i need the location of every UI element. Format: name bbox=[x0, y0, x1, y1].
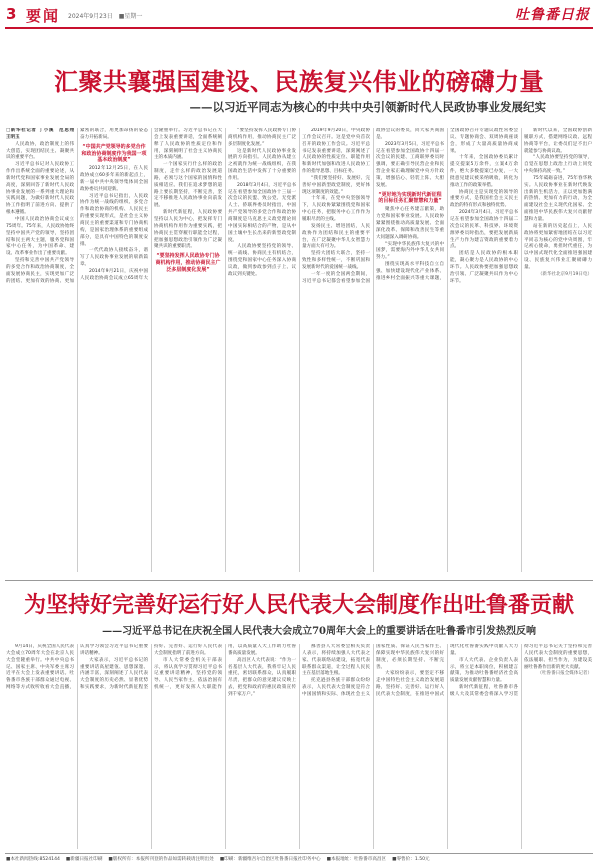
article1-paragraph: “人民政协要坚持党的领导，自觉在思想上政治上行动上同党中央保持高度一致。” bbox=[524, 155, 592, 175]
article1-body bbox=[6, 128, 592, 572]
article1-subhead: “中国共产党领导的多党合作和政治协商制度作为我国一项基本政治制度” bbox=[81, 143, 147, 164]
article1-paragraph: 习近平总书记对人民政协工作作出系统全面的重要论述，从新时代党和国家事业发展全局的高度，深刻回答了新时代人民政协事业发展的一系列重大理论和实践问题，为做好新时代人民政协工作指明了前进方向、提供了根本遵循。 bbox=[6, 162, 74, 216]
article1-paragraph: 人民政协，政治制度上的伟大创造，实现团结民主、凝聚共识的重要平台。 bbox=[6, 141, 74, 161]
article1-paragraph: 发扬民主、增进团结，人民政协作为团结和民主的重要平台，在广泛凝聚中华儿女智慧力量方面大有可为。 bbox=[302, 223, 370, 250]
footer-item: ■零售价：1.50元 bbox=[392, 857, 430, 862]
footer-item: ■本社新闻热线:8524144 bbox=[6, 857, 60, 862]
article1-paragraph: 站在新的历史起点上，人民政协将更加紧密地团结在以习近平同志为核心的党中央周围，牢记初心使命，勇担时代重任，为以中国式现代化全面推进强国建设、民族复兴伟业汇聚磅礴力量。 bbox=[524, 223, 592, 270]
article1-paragraph: 2012年12月25日，在人民政协成立60多年来的新起点上，新一届中共中央领导集体同全国政协委员共同迎新。 bbox=[80, 166, 148, 192]
article1-paragraph: 2018年3月4日，习近平总书记在看望参加全国政协十三届一次会议的民盟、致公党、无党派人士、侨联界委员时指出，中国共产党领导的多党合作和政治协商制度是马克思主义政党理论同中国实际相结合的产物，是从中国土壤中生长出来的新型政党制度。 bbox=[228, 182, 296, 243]
paper-logo: 吐鲁番日报 bbox=[515, 7, 590, 23]
article2-paragraph: 大家表示，习近平总书记的重要讲话高屋建瓴、思想深邃、内涵丰富，深刻阐述了人民代表大会制度的历史必然、显著优势和实践要求，为新时代新征程坚持好、完善好、运行好人民代表大会制度指明了前进方向。 bbox=[80, 644, 222, 691]
article1-paragraph: 2023年3月5日，习近平总书记在看望参加全国政协十四届一次会议的民建、工商联界委员时强调，要正确引导民营企业和民营企业家正确理解党中央方针政策，增强信心、轻装上阵、大胆发展。 bbox=[376, 141, 444, 188]
article1-subtitle: ——以习近平同志为核心的中共中央引领新时代人民政协事业发展纪实 bbox=[189, 100, 546, 114]
article-divider bbox=[5, 580, 593, 581]
article1-byline: □新华社记者 丁小溪 范思翔 王明玉 bbox=[6, 128, 79, 140]
article1-subhead: “更好地为实现新时代新征程的目标任务汇聚智慧和力量” bbox=[378, 191, 442, 205]
article1-paragraph: 习近平总书记指出，人民政协作为统一战线的组织、多党合作和政治协商的机构、人民民主的重要实现形式，是社会主义协商民主的重要渠道和专门协商机构，是国家治理体系的重要组成部分，是具有中国特色的制度安排。 bbox=[80, 193, 148, 247]
article1-paragraph: 2024年3月4日，习近平总书记在看望参加全国政协十四届二次会议的民革、科技界、环境资源界委员时指出，要把发展新质生产力作为建言资政的重要着力点。 bbox=[450, 210, 518, 250]
page-number: 3 bbox=[6, 5, 17, 23]
article1-paragraph: 团结是人民政协的根本职能，凝心聚力是人民政协的中心环节。人民政协要把加强思想政治引领、广泛凝聚共识作为中心环节。 bbox=[450, 251, 518, 284]
article2-paragraph: 新时代新征程，吐鲁番市各级人大及其常委会将深入学习贯彻习近平总书记关于坚持和完善人民代表大会制度的重要思想，依法履职、担当作为，为建设美丽吐鲁番作出新的更大贡献。 bbox=[450, 644, 592, 697]
article1-paragraph: 这是新时代人民政协事业发展的方向指引。人民政协从建立之初就作为统一战线组织，在我国政治生活中发挥了十分重要的作用。 bbox=[228, 148, 296, 181]
article1-paragraph: 十年来，全国政协委员累计提交提案5万余件，立案4万余件，绝大多数提案已办复，一大批意见建议被采纳吸收，转化为推动工作的政策举措。 bbox=[450, 155, 518, 188]
footer-item: ■本报地址：吐鲁番市高昌区 bbox=[326, 857, 387, 862]
footer-divider bbox=[5, 853, 593, 854]
article1-paragraph: 一个国家实行什么样的政治制度，走什么样的政治发展道路，必须与这个国家的国情和性质相适应。我们在追求梦想的道路上要长期坚持，不断完善，坚定不移推进人民政协事业向前发展。 bbox=[154, 162, 222, 209]
article1-paragraph: “我们要坚持好、发展好、完善好中国新型政党制度，更好体现这项制度的效能。” bbox=[302, 175, 370, 195]
article2-paragraph: 大家纷纷表示，要坚定不移走中国特色社会主义政治发展道路，坚持好、完善好、运行好人民代表大会制度，在推进中国式现代化吐鲁番实践中贡献人大力量。 bbox=[376, 644, 518, 697]
article1-paragraph: 一年一度的全国两会期间，习近平总书记都会看望参加全国政协会议的委员，同大家共商国是。 bbox=[302, 128, 444, 284]
section-name: 要闻 bbox=[26, 7, 61, 25]
article1-paragraph: 新时代以来，全国政协创新履职方式，搭建网络议政、远程协商等平台，让委员们足不出户就能参与协商议政。 bbox=[524, 128, 592, 154]
masthead bbox=[0, 0, 598, 28]
article2-paragraph: 托克逊县各族干部群众纷纷表示，人民代表大会制度是符合中国国情和实际、体现社会主义国家性质、保证人民当家作主、保障实现中华民族伟大复兴的好制度，必须长期坚持、不断完善。 bbox=[302, 644, 444, 697]
article1-paragraph: 坚持大团结大联合，坚持一致性和多样性统一，不断巩固和发展新时代的爱国统一战线。 bbox=[302, 251, 370, 270]
article1-paragraph: 围绕实现高水平科技自立自强、加快建设现代化产业体系、推进乡村全面振兴等重大课题，全国政协召开专题议政性常委会议、专题协商会、双周协商座谈会，形成了大量高质量协商成果。 bbox=[376, 128, 518, 281]
article2-subtitle: ——习近平总书记在庆祝全国人民代表大会成立70周年大会上的重要讲话在吐鲁番市引发热烈反响 bbox=[102, 626, 536, 637]
footer-item: ■印刷：新疆维吾尔自治区吐鲁番日报社印务中心 bbox=[219, 857, 321, 862]
issue-date: 2024年9月23日 ■星期一 bbox=[68, 13, 143, 20]
article1-paragraph: 人民政协要坚持党的领导、统一战线、协商民主有机结合，围绕党和国家中心任务深入协商议政，做到参政参到点子上、议政议到关键处。 bbox=[228, 244, 296, 277]
article1-paragraph: 坚持和完善中国共产党领导的多党合作和政治协商制度，全面发展协商民主，实现更加广泛的团结、更加有效的协商、更加紧密的联合，用更加昂扬的姿态奋力开拓新局。 bbox=[6, 128, 148, 284]
article1-subhead: “要坚持发挥人民政协专门协商机构作用，推动协商民主广泛多层制度化发展” bbox=[155, 253, 221, 273]
article2-paragraph: 市人大常委会机关干部表示，将认真学习贯彻习近平总书记重要讲话精神，坚持党的领导、人民当家作主、依法治国有机统一，更好发挥人大职能作用，以高质量人大工作助力吐鲁番高质量发展。 bbox=[154, 644, 296, 691]
article2-source-note: （吐鲁番日报全媒体记者） bbox=[537, 671, 592, 677]
article1-headline: 汇聚共襄强国建设、民族复兴伟业的磅礴力量 bbox=[54, 68, 544, 96]
article1-paragraph: 十年来，在党中央坚强领导下，人民政协紧紧围绕党和国家中心任务，把服务中心工作作为履职尽责的主线。 bbox=[302, 196, 370, 222]
article2-paragraph: 鄯善县人大常委会相关负责人表示，将持续加强人大代表之家、代表联络站建设，拓宽代表联系群众渠道，让全过程人民民主在基层落地生根。 bbox=[302, 644, 370, 677]
article2-paragraph: 市人大代表、企业负责人表示，将立足本职岗位，积极建言献策，为推动吐鲁番经济社会高质量发展贡献智慧和力量。 bbox=[450, 657, 518, 684]
article2-paragraph: 高昌区人大代表说：“作为一名基层人大代表，我将牢记人民重托，密切联系群众，认真履职尽责，把群众的意见建议反映上去，把党和政府的惠民政策宣传到千家万户。” bbox=[228, 657, 296, 697]
article1-paragraph: “要坚持发挥人民政协专门协商机构作用，推动协商民主广泛多层制度化发展。” bbox=[228, 128, 296, 147]
article1-paragraph: 75年砥砺奋进，75年春华秋实。人民政协事业在新时代焕发出新的生机活力，正以更加饱满的热情、更加有力的行动，为全面建设社会主义现代化国家、全面推进中华民族伟大复兴贡献智慧和力量。 bbox=[524, 175, 592, 222]
article1-paragraph: 一代代政协人接续奋斗，谱写了人民政协事业发展的崭新篇章。 bbox=[80, 248, 148, 268]
article1-paragraph: 2019年9月20日，中央政协工作会议召开。这是党中央首次召开的政协工作会议。习近平总书记发表重要讲话，深刻阐述了人民政协的性质定位、职能作用和新时代加强和改进人民政协工作的指导思想、目标任务。 bbox=[302, 128, 370, 175]
article1-paragraph: 聚焦中心任务建言献策，助力党和国家事业发展。人民政协紧紧围绕推动高质量发展、全面深化改革、保障和改善民生等重大问题深入调研协商。 bbox=[376, 207, 444, 240]
footer-item: ■版权所有：本报所刊登的作品如需转载请注明出处 bbox=[108, 857, 214, 862]
article2-headline: 为坚持好完善好运行好人民代表大会制度作出吐鲁番贡献 bbox=[23, 593, 574, 618]
article1-source-note: （新华社北京9月19日电） bbox=[537, 271, 592, 277]
page-footer bbox=[6, 856, 592, 865]
article2-paragraph: 9月14日，庆祝全国人民代表大会成立70周年大会在北京人民大会堂隆重举行。中共中央总书记、国家主席、中央军委主席习近平在大会上发表重要讲话。吐鲁番市各族干部群众通过电视、网络等方式收听收看大会直播，认真学习领会习近平总书记重要讲话精神。 bbox=[6, 644, 148, 691]
article1-paragraph: 协商民主是实现党的领导的重要方式，是我国社会主义民主政治的特有形式和独特优势。 bbox=[450, 189, 518, 209]
article1-paragraph: “实现中华民族伟大复兴的中国梦，需要海内外中华儿女共同努力。” bbox=[376, 241, 444, 261]
article1-paragraph: 中国人民政治协商会议成立75周年。75年来，人民政协始终坚持中国共产党的领导，坚持团结和民主两大主题，服务党和国家中心任务，为中国革命、建设、改革事业作出了重要贡献。 bbox=[6, 216, 74, 257]
article1-paragraph: 2014年9月21日，庆祝中国人民政治协商会议成立65周年大会隆重举行。习近平总书记在大会上发表重要讲话，全面系统阐释了人民政协的性质定位和作用，深刻阐明了社会主义协商民主的本质内涵。 bbox=[80, 128, 222, 281]
article2-body bbox=[6, 644, 592, 849]
article1-paragraph: 新时代新征程，人民政协要坚持以人民为中心，把发挥专门协商机构作用作为重要实践，把协商民主贯穿履行职能全过程，把加强思想政治引领作为广泛凝聚共识的重要职责。 bbox=[154, 210, 222, 250]
header-divider bbox=[5, 27, 593, 29]
footer-item: ■新疆日报社印刷 bbox=[65, 857, 103, 862]
